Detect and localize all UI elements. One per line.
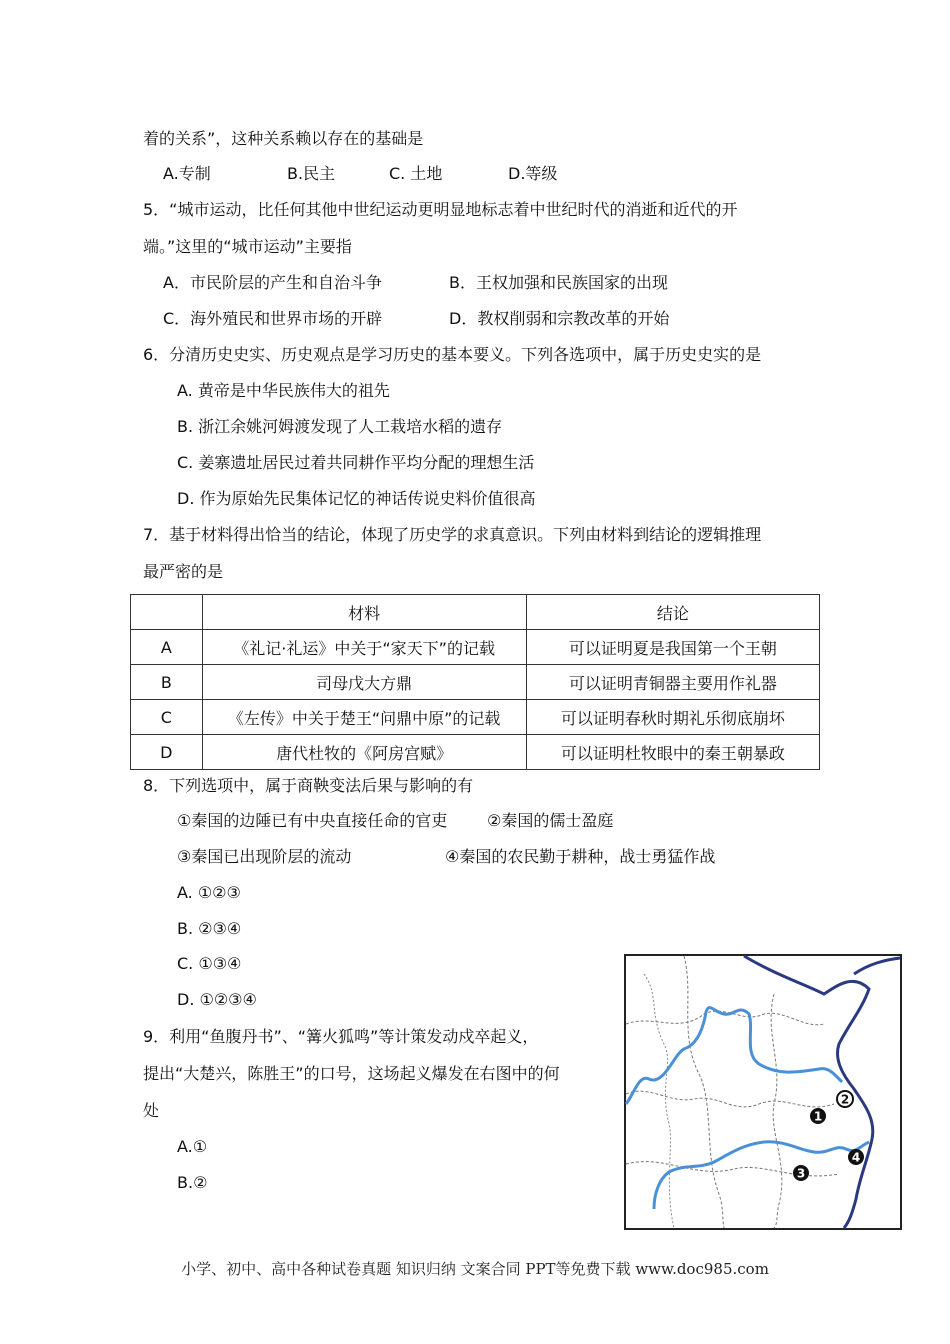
marker-1 [810, 1108, 826, 1124]
q5-option-d: D．教权削弱和宗教改革的开始 [449, 309, 670, 328]
q4-stem-tail: 着的关系”，这种关系赖以存在的基础是 [143, 129, 424, 148]
table-cell: A [131, 630, 203, 665]
q5-option-a: A．市民阶层的产生和自治斗争 [163, 273, 382, 292]
q4-option-b: B.民主 [287, 164, 336, 183]
table-row [131, 630, 820, 665]
q8-item-3: ③秦国已出现阶层的流动 [177, 847, 352, 866]
q9-option-a: A.① [177, 1137, 208, 1156]
q8-item-2: ②秦国的儒士盈庭 [487, 811, 614, 830]
marker-2-label: 2 [840, 1092, 850, 1107]
table-header-row [131, 595, 820, 630]
q4-option-c: C. 土地 [389, 164, 443, 183]
q7-table [130, 594, 820, 770]
q5-option-c: C．海外殖民和世界市场的开辟 [163, 309, 383, 328]
q8-stem: 8．下列选项中，属于商鞅变法后果与影响的有 [143, 776, 474, 795]
table-cell: 唐代杜牧的《阿房宫赋》 [202, 735, 526, 770]
q5-option-b: B．王权加强和民族国家的出现 [449, 273, 668, 292]
table-row [131, 665, 820, 700]
table-row [131, 700, 820, 735]
q8-item-4: ④秦国的农民勤于耕种，战士勇猛作战 [445, 847, 716, 866]
marker-4-label: 4 [851, 1150, 861, 1165]
marker-1-label: 1 [813, 1109, 823, 1124]
table-cell: B [131, 665, 203, 700]
q8-option-d: D. ①②③④ [177, 990, 257, 1009]
q7-stem-line1: 7．基于材料得出恰当的结论，体现了历史学的求真意识。下列由材料到结论的逻辑推理 [143, 525, 762, 544]
table-cell: 司母戊大方鼎 [202, 665, 526, 700]
q4-option-a: A.专制 [163, 164, 211, 183]
q7-stem-line2: 最严密的是 [143, 562, 224, 581]
q8-option-c: C. ①③④ [177, 954, 242, 973]
q5-stem-line1: 5．“城市运动，比任何其他中世纪运动更明显地标志着中世纪时代的消逝和近代的开 [143, 200, 738, 219]
table-cell: 可以证明春秋时期礼乐彻底崩坏 [526, 700, 819, 735]
q6-option-a: A. 黄帝是中华民族伟大的祖先 [177, 381, 390, 400]
q9-stem-line1: 9．利用“鱼腹丹书”、“篝火狐鸣”等计策发动戍卒起义， [143, 1027, 539, 1046]
q4-option-d: D.等级 [508, 164, 558, 183]
table-cell: 可以证明杜牧眼中的秦王朝暴政 [526, 735, 819, 770]
q9-stem-line2: 提出“大楚兴，陈胜王”的口号，这场起义爆发在右图中的何 [143, 1064, 560, 1083]
table-cell: 《礼记·礼运》中关于“家天下”的记载 [202, 630, 526, 665]
q6-option-c: C. 姜寨遗址居民过着共同耕作平均分配的理想生活 [177, 453, 535, 472]
q9-option-b: B.② [177, 1173, 208, 1192]
page-footer: 小学、初中、高中各种试卷真题 知识归纳 文案合同 PPT等免费下载 www.doc985.com [181, 1260, 769, 1278]
q8-option-a: A. ①②③ [177, 883, 241, 902]
marker-3 [793, 1165, 809, 1181]
table-cell: 《左传》中关于楚王“问鼎中原”的记载 [202, 700, 526, 735]
q6-option-b: B. 浙江余姚河姆渡发现了人工栽培水稻的遗存 [177, 417, 503, 436]
marker-4 [848, 1149, 864, 1165]
q9-stem-line3: 处 [143, 1101, 160, 1120]
marker-2 [837, 1091, 853, 1107]
table-header-cell [131, 595, 203, 630]
historical-map [624, 954, 902, 1230]
q5-stem-line2: 端。”这里的“城市运动”主要指 [143, 237, 352, 256]
table-cell: C [131, 700, 203, 735]
table-row [131, 735, 820, 770]
table-cell: 可以证明青铜器主要用作礼器 [526, 665, 819, 700]
table-cell: 可以证明夏是我国第一个王朝 [526, 630, 819, 665]
table-cell: D [131, 735, 203, 770]
q6-stem: 6．分清历史史实、历史观点是学习历史的基本要义。下列各选项中，属于历史史实的是 [143, 345, 762, 364]
q6-option-d: D. 作为原始先民集体记忆的神话传说史料价值很高 [177, 489, 536, 508]
table-header-cell: 材料 [202, 595, 526, 630]
table-header-cell: 结论 [526, 595, 819, 630]
q8-option-b: B. ②③④ [177, 919, 242, 938]
marker-3-label: 3 [796, 1166, 806, 1181]
q8-item-1: ①秦国的边陲已有中央直接任命的官吏 [177, 811, 448, 830]
